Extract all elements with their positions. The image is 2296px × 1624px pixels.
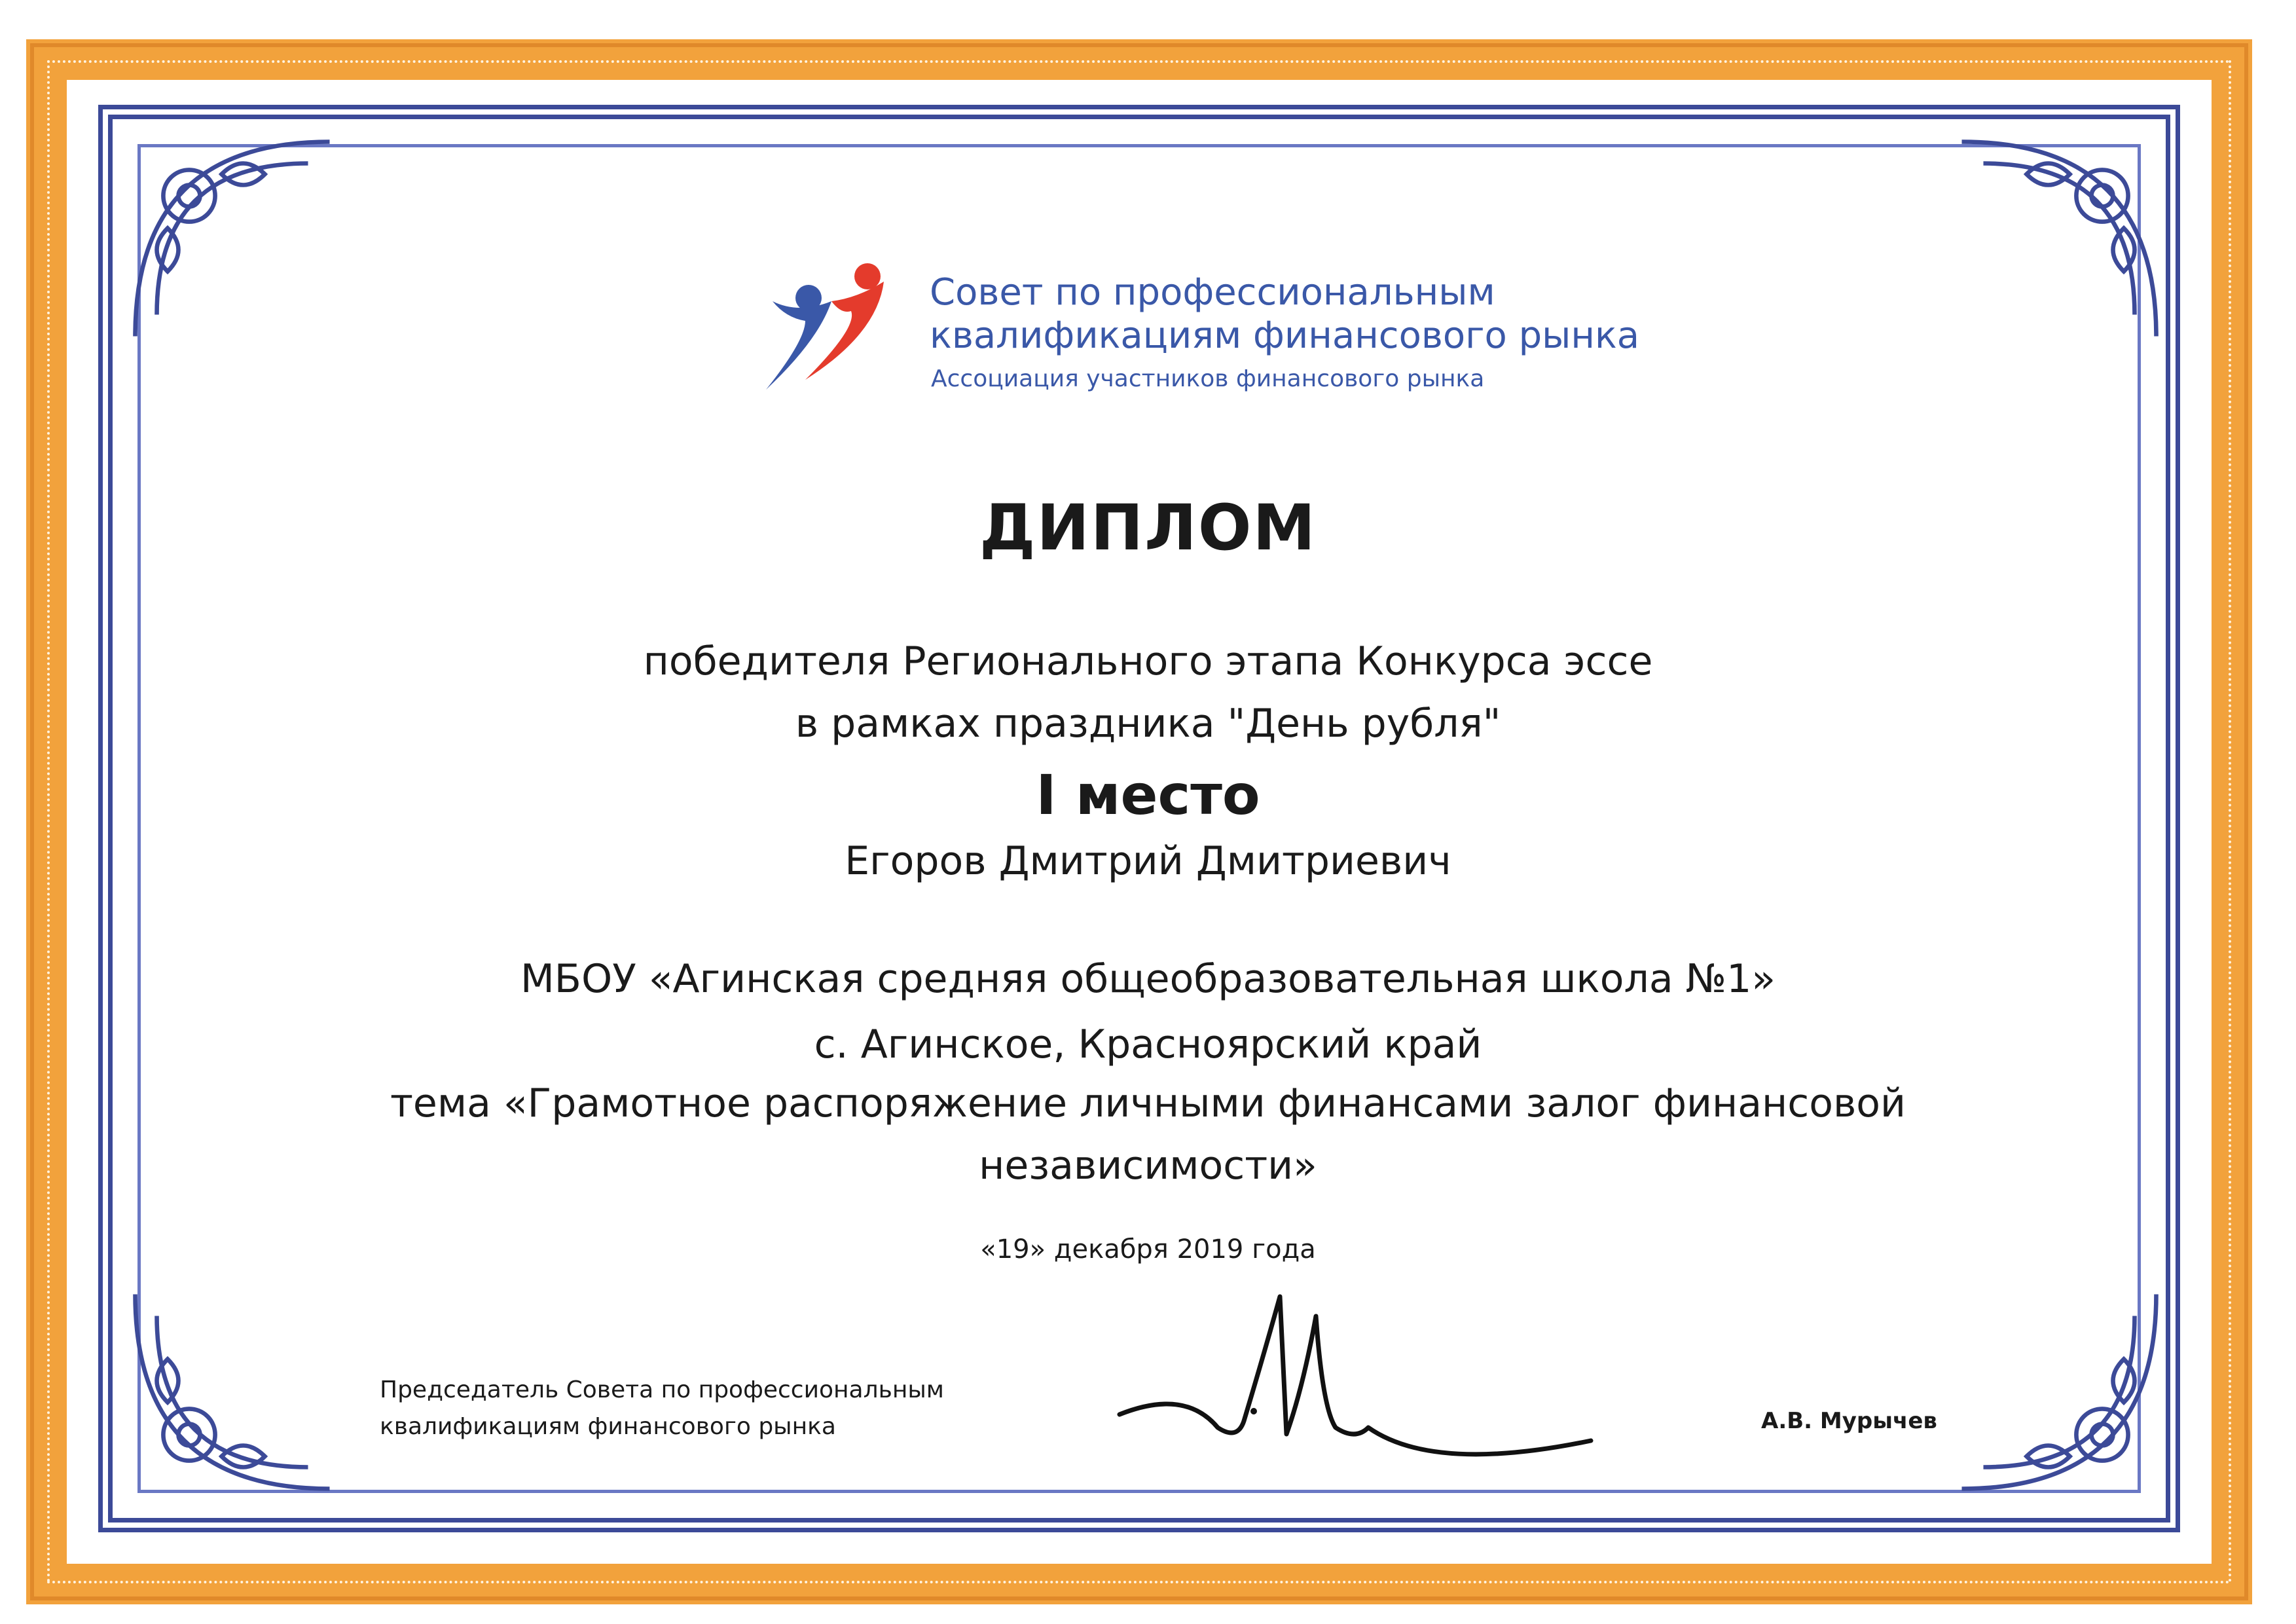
corner-ornament-top-right: [1951, 131, 2167, 347]
subtitle-line1: победителя Регионального этапа Конкурса эссе: [643, 638, 1653, 684]
corner-ornament-bottom-left: [124, 1283, 340, 1500]
recipient-name: Егоров Дмитрий Дмитриевич: [845, 838, 1451, 884]
people-logo-icon: [759, 262, 910, 393]
essay-theme-line2: независимости»: [979, 1143, 1317, 1189]
organization-logo: [759, 262, 1640, 406]
org-association: Ассоциация участников финансового рынка: [931, 365, 1485, 392]
subtitle-line2: в рамках праздника "День рубля": [795, 701, 1501, 747]
signer-title-line2: квалификациям финансового рынка: [380, 1413, 836, 1440]
org-name-line1: Совет по профессиональным: [930, 271, 1495, 314]
school-location: с. Агинское, Красноярский край: [814, 1022, 1482, 1067]
award-date: «19» декабря 2019 года: [980, 1234, 1316, 1264]
signature-image: [1106, 1277, 1604, 1486]
corner-ornament-bottom-right: [1951, 1283, 2167, 1500]
signer-name: А.В. Мурычев: [1761, 1408, 1937, 1434]
signer-title: [380, 1372, 944, 1445]
corner-ornament-top-left: [124, 131, 340, 347]
place-award: I место: [1036, 763, 1260, 827]
signer-title-line1: Председатель Совета по профессиональным: [380, 1376, 944, 1403]
org-name-line2: квалификациям финансового рынка: [930, 314, 1640, 357]
school-name: МБОУ «Агинская средняя общеобразовательная школа №1»: [520, 956, 1776, 1002]
diploma-title: ДИПЛОМ: [979, 491, 1317, 564]
essay-theme-line1: тема «Грамотное распоряжение личными финансами залог финансовой: [390, 1080, 1906, 1126]
